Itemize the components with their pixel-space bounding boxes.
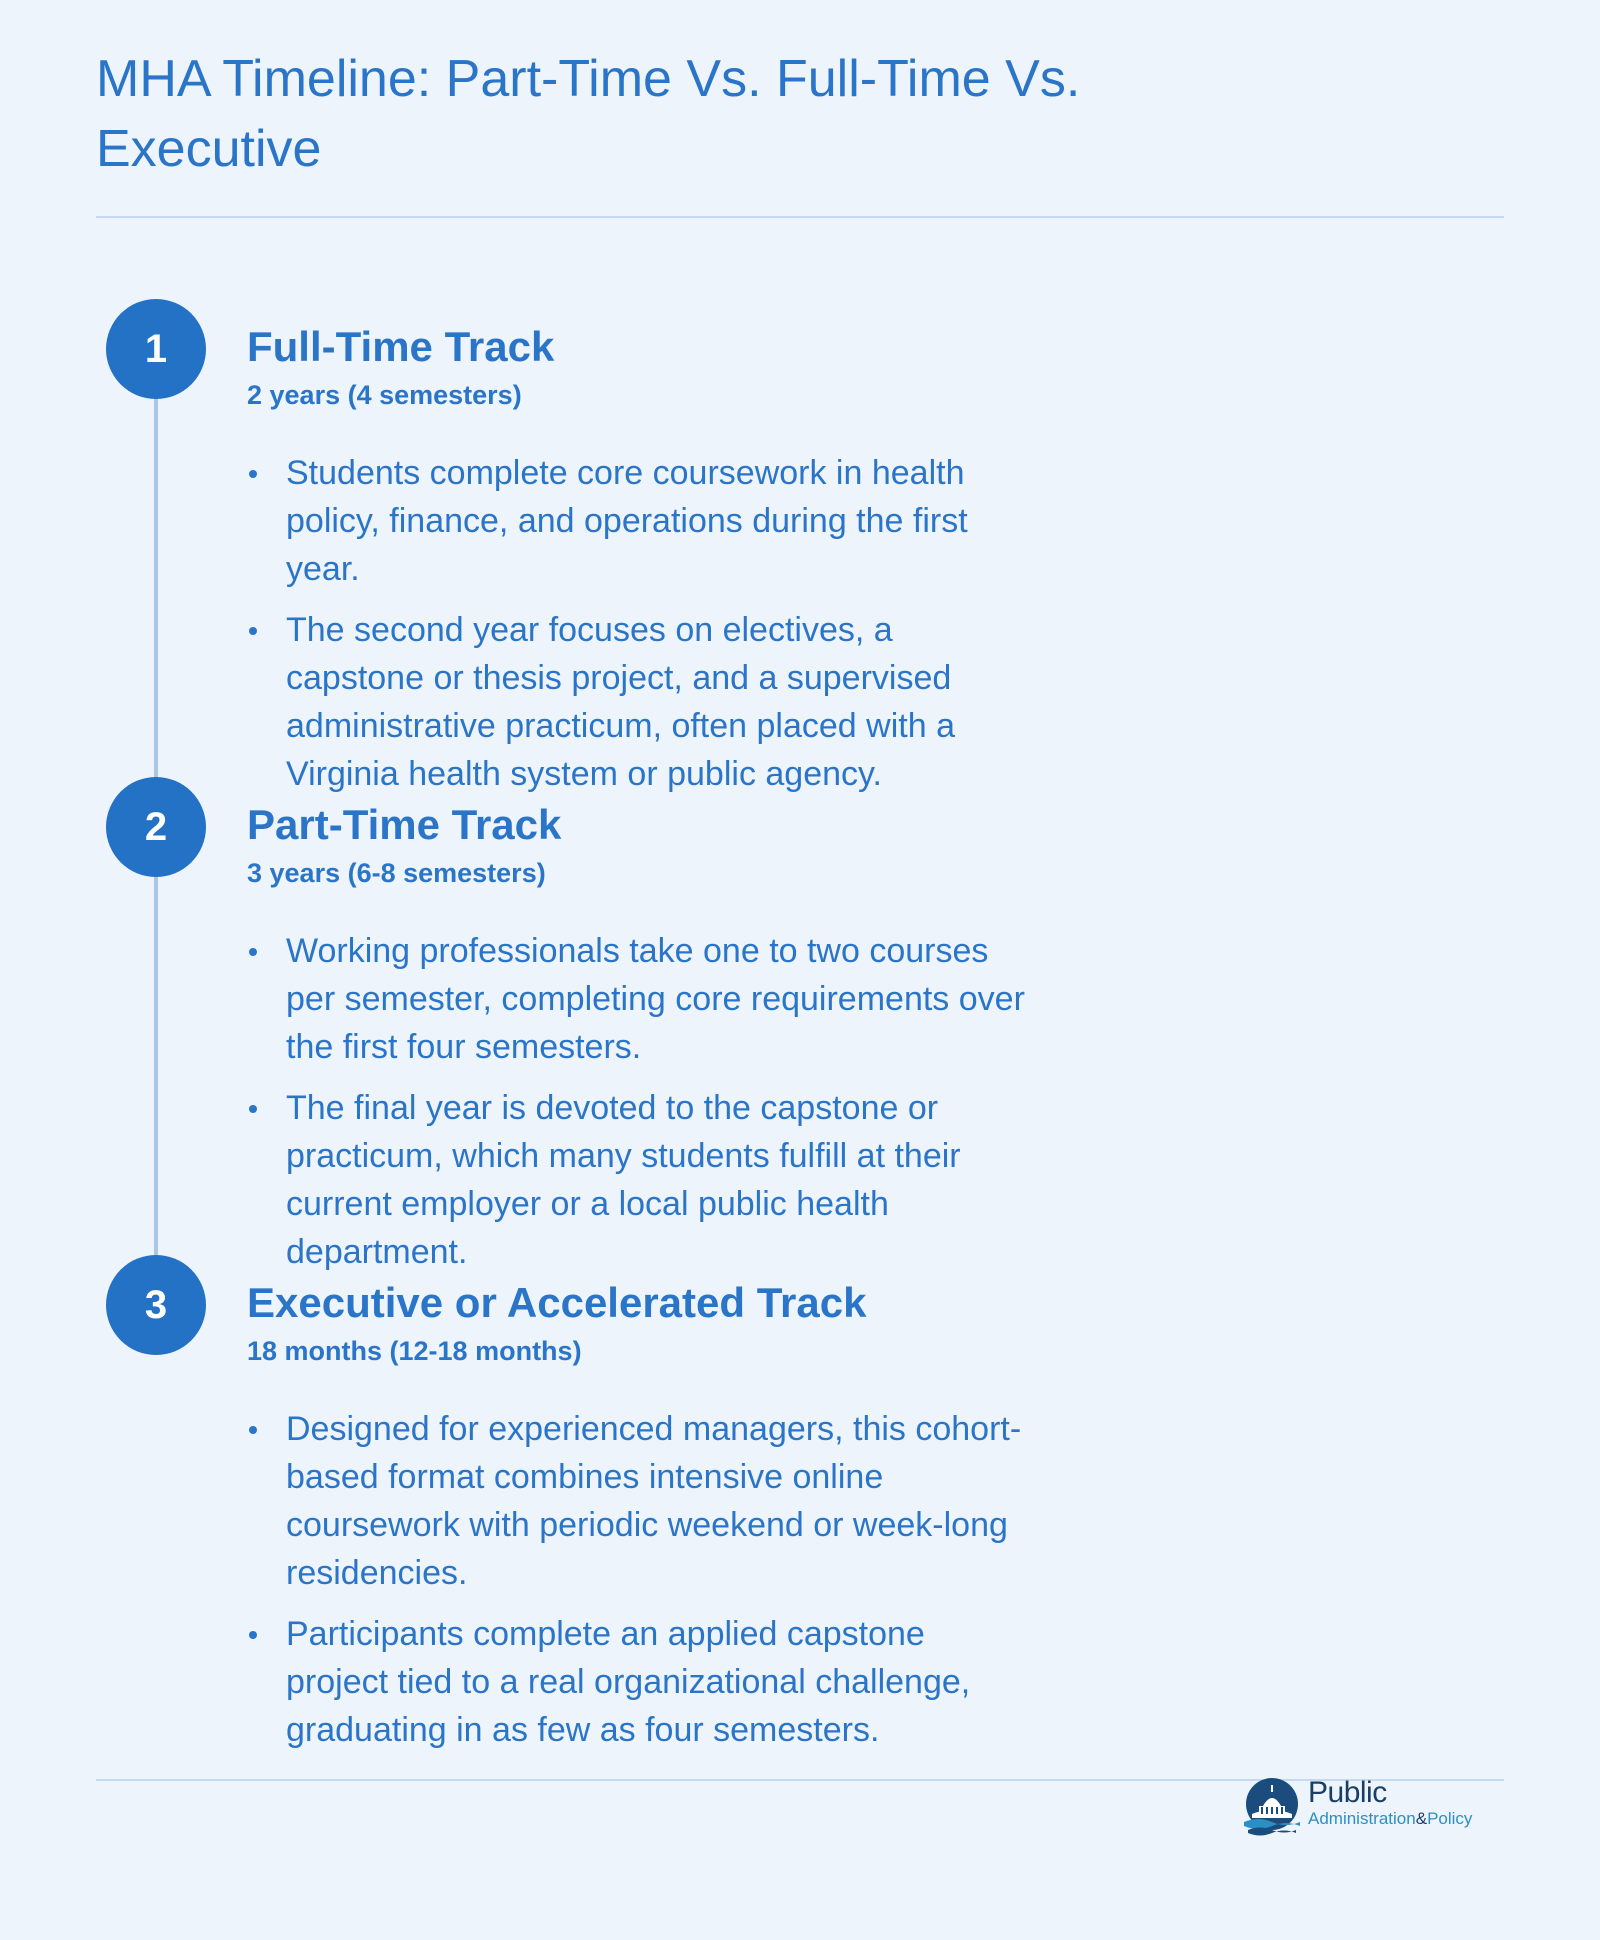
step-number-badge: 1 [106, 299, 206, 399]
bullet-item: Designed for experienced managers, this cohort-based format combines intensive online coursework with periodic weekend or week-long residencies. [247, 1405, 1026, 1597]
step-duration: 3 years (6-8 semesters) [247, 858, 546, 888]
logo-wordmark: Public [1308, 1776, 1387, 1809]
step-duration: 2 years (4 semesters) [247, 380, 522, 410]
step-content [247, 799, 1247, 1289]
bullet-item: The final year is devoted to the capstone or practicum, which many students fulfill at their current employer or a local public health department. [247, 1084, 1026, 1276]
capitol-dome-icon [1242, 1776, 1302, 1838]
step-content [247, 1277, 1247, 1767]
step-title: Full-Time Track [247, 323, 555, 370]
step-bullet-list [247, 927, 1247, 1276]
step-content [247, 321, 1247, 811]
logo-subtitle-right: Policy [1427, 1809, 1473, 1828]
logo-subtitle [1308, 1809, 1472, 1829]
step-duration: 18 months (12-18 months) [247, 1336, 582, 1366]
step-bullet-list [247, 449, 1247, 798]
step-number-badge: 3 [106, 1255, 206, 1355]
header-divider [96, 216, 1504, 218]
step-number-badge: 2 [106, 777, 206, 877]
step-bullet-list [247, 1405, 1247, 1754]
brand-logo [1242, 1776, 1502, 1848]
logo-subtitle-left: Administration [1308, 1809, 1416, 1828]
bullet-item: Working professionals take one to two courses per semester, completing core requirements over the first four semesters. [247, 927, 1026, 1071]
step-title: Part-Time Track [247, 801, 562, 848]
bullet-item: The second year focuses on electives, a capstone or thesis project, and a supervised administrative practicum, often placed with a Virginia health system or public agency. [247, 606, 1026, 798]
step-title: Executive or Accelerated Track [247, 1279, 867, 1326]
bullet-item: Participants complete an applied capstone project tied to a real organizational challenge, graduating in as few as four semesters. [247, 1610, 1026, 1754]
page-title: MHA Timeline: Part-Time Vs. Full-Time Vs. Executive [96, 50, 1081, 178]
bullet-item: Students complete core coursework in health policy, finance, and operations during the first year. [247, 449, 1026, 593]
logo-subtitle-amp: & [1415, 1809, 1428, 1828]
